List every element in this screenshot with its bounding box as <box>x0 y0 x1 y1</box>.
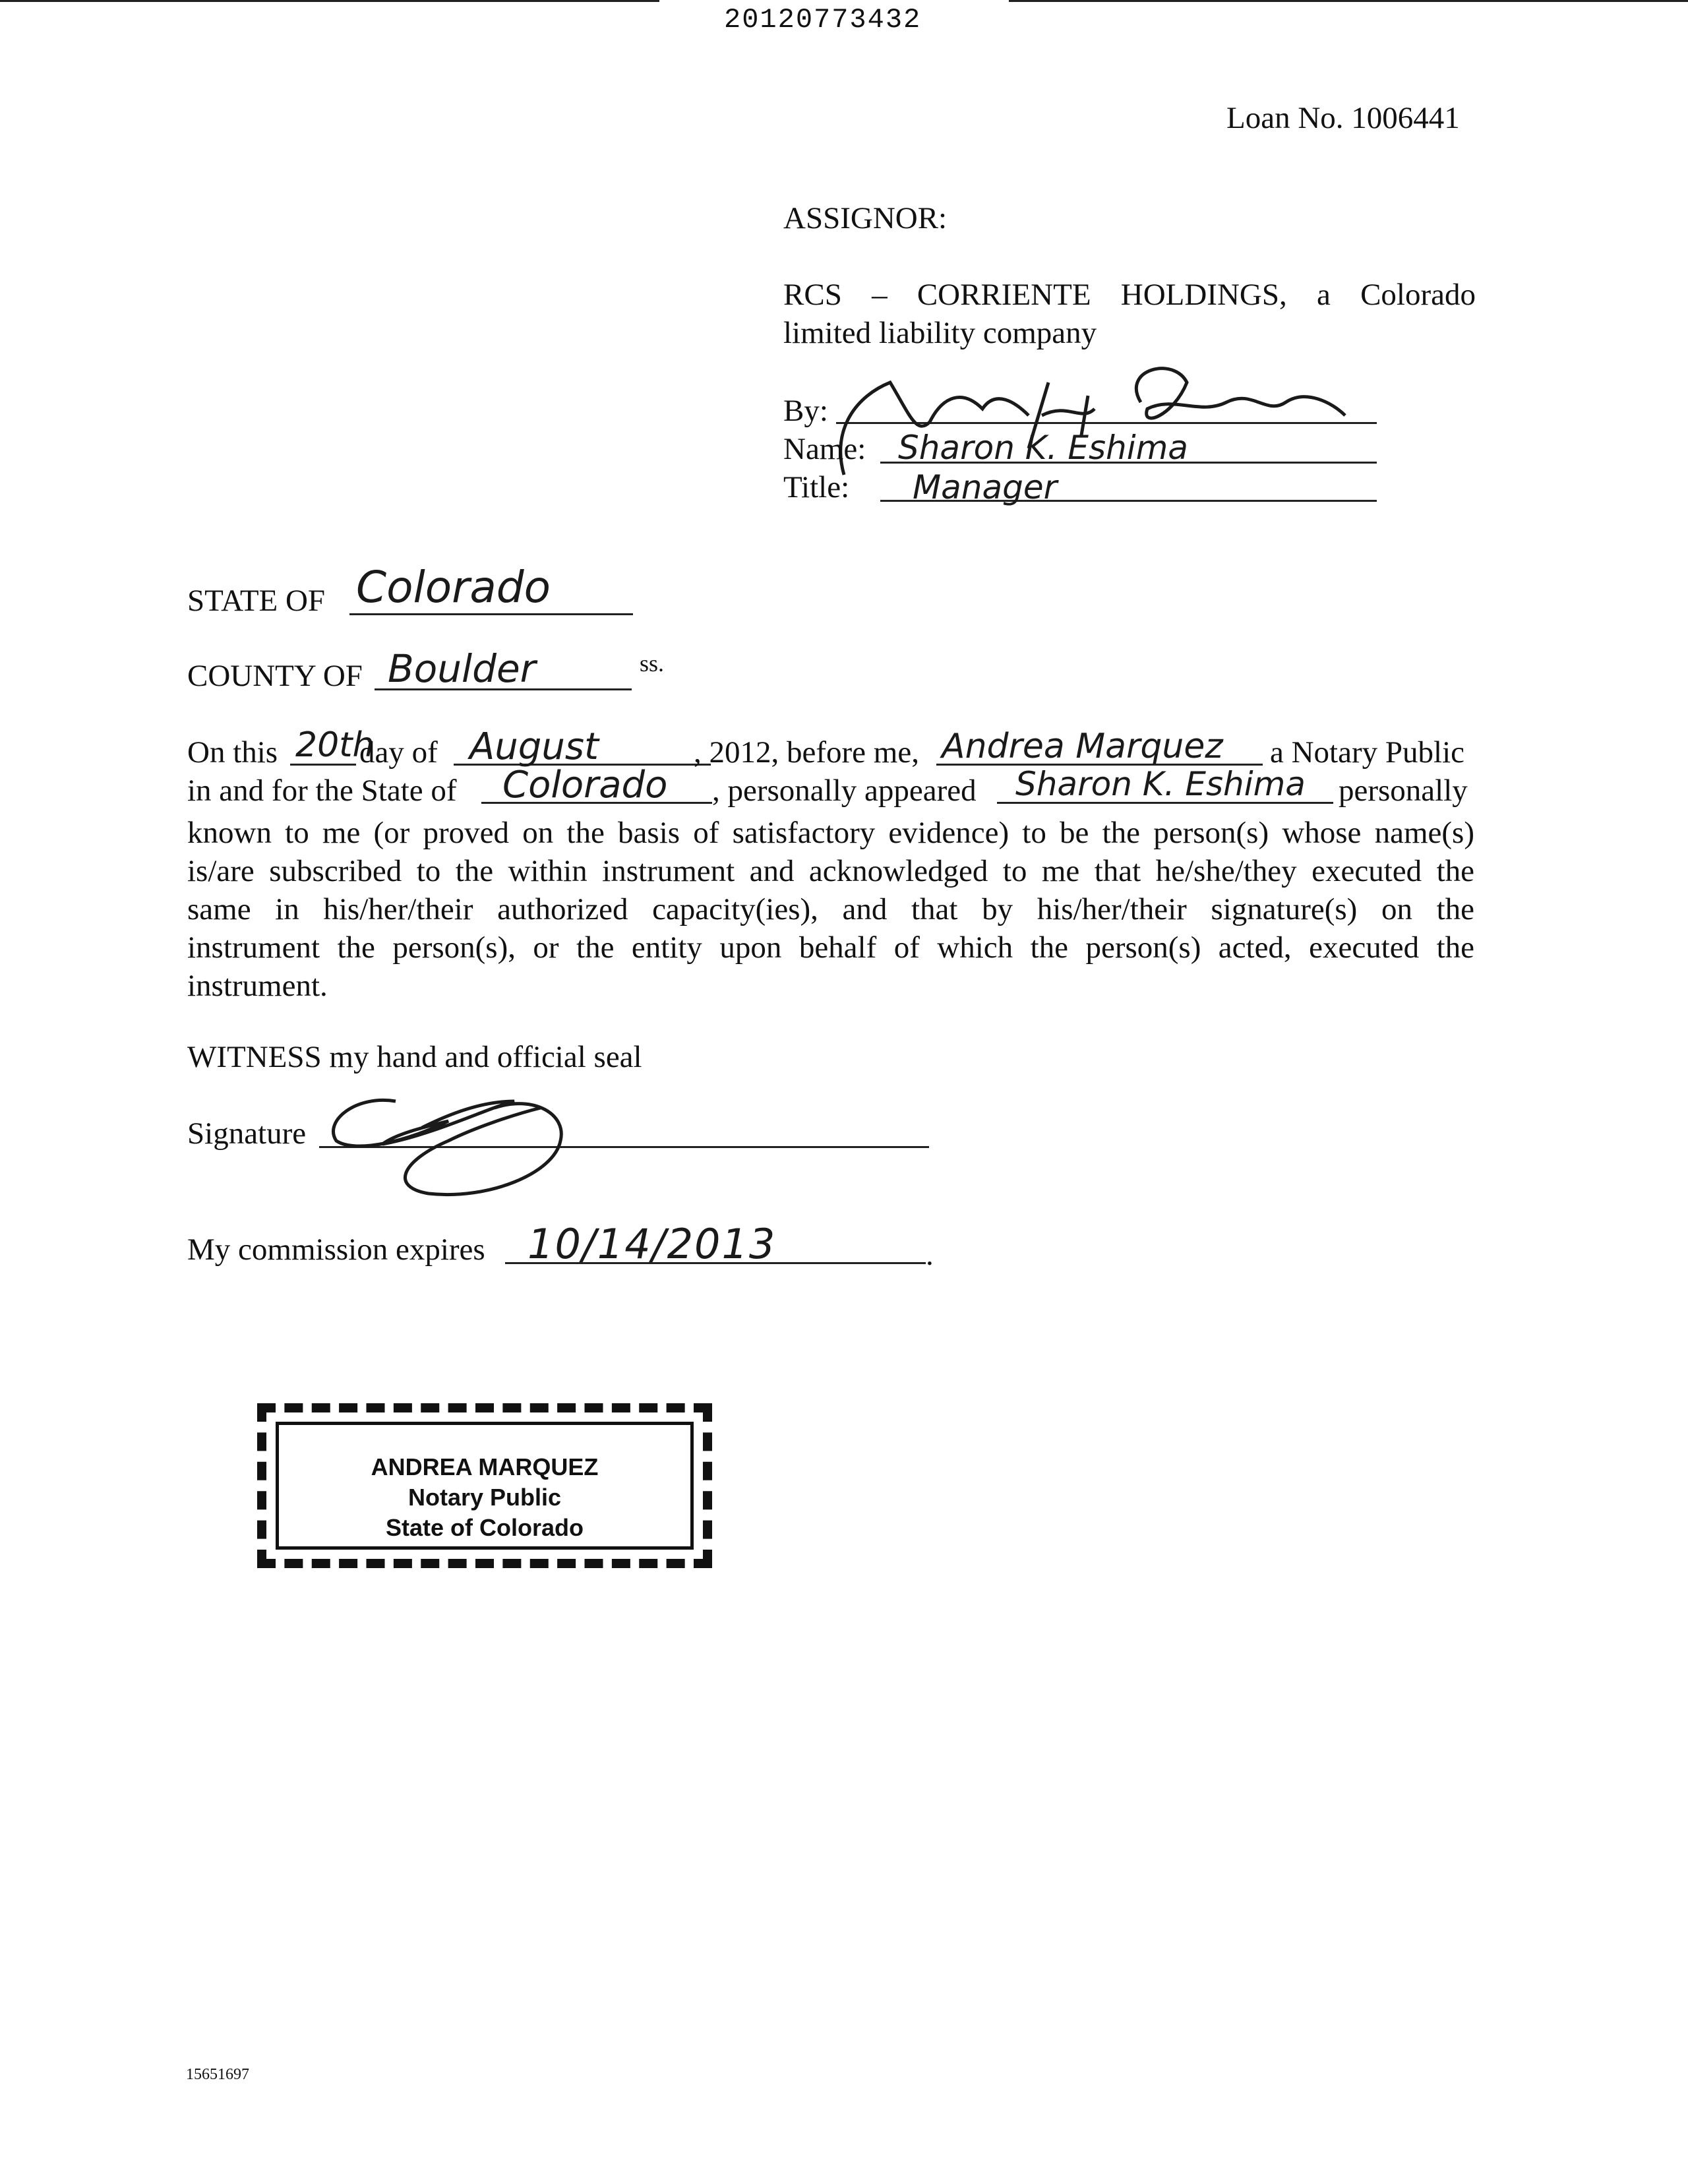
month-value: August <box>469 725 599 768</box>
ack-line4: is/are subscribed to the within instrument and acknowledged to me that he/she/they executed the <box>187 854 1474 888</box>
ack-line7: instrument. <box>187 969 328 1003</box>
signature-label: Signature <box>187 1116 307 1151</box>
notary-name-value: Andrea Marquez <box>942 727 1223 766</box>
top-rule-left <box>0 0 659 2</box>
state-of-underline <box>349 613 633 615</box>
stamp-title: Notary Public <box>407 1484 562 1511</box>
ack-line2-personally: personally <box>1339 774 1468 808</box>
ack-line6: instrument the person(s), or the entity upon behalf of which the person(s) acted, executed the <box>187 930 1474 965</box>
footer-doc-number: 15651697 <box>186 2066 249 2083</box>
stamp-name: ANDREA MARQUEZ <box>371 1453 599 1480</box>
commission-label: My commission expires <box>187 1232 485 1267</box>
county-of-value: Boulder <box>388 646 536 691</box>
name-label: Name: <box>783 432 866 466</box>
ack-line1-notary-public: a Notary Public <box>1270 735 1464 770</box>
ack-line1-on-this: On this <box>187 735 278 770</box>
ack-state-value: Colorado <box>502 764 668 806</box>
by-label: By: <box>783 394 828 428</box>
day-value: 20th <box>295 725 375 765</box>
name-value: Sharon K. Eshima <box>898 429 1188 467</box>
appeared-value: Sharon K. Eshima <box>1015 765 1306 803</box>
witness-line: WITNESS my hand and official seal <box>187 1040 642 1074</box>
top-rule-right <box>1009 0 1688 2</box>
ack-line2-state-of: in and for the State of <box>187 774 457 808</box>
title-value: Manager <box>913 468 1058 506</box>
commission-period: . <box>926 1238 934 1272</box>
notary-signature <box>316 1081 580 1200</box>
assignor-company-line2: limited liability company <box>783 316 1097 350</box>
loan-number: Loan No. 1006441 <box>1226 101 1460 135</box>
notary-stamp-text <box>266 1452 703 1543</box>
commission-value: 10/14/2013 <box>528 1220 777 1268</box>
assignor-company-line1: RCS – CORRIENTE HOLDINGS, a Colorado <box>783 278 1476 312</box>
ack-line1-year: , 2012, before me, <box>694 735 919 770</box>
state-of-value: Colorado <box>356 562 551 613</box>
assignor-heading: ASSIGNOR: <box>783 201 948 235</box>
title-label: Title: <box>783 470 850 504</box>
notary-stamp <box>257 1403 712 1568</box>
ss-label: ss. <box>640 650 665 677</box>
ack-line5: same in his/her/their authorized capacity(ies), and that by his/her/their signature(s) on the <box>187 892 1474 926</box>
ack-line1-day-of: day of <box>359 735 438 770</box>
stamp-state: State of Colorado <box>385 1514 584 1541</box>
ack-line2-appeared: , personally appeared <box>712 774 977 808</box>
county-of-label: COUNTY OF <box>187 659 363 693</box>
state-of-label: STATE OF <box>187 584 326 618</box>
ack-line3: known to me (or proved on the basis of satisfactory evidence) to be the person(s) whose name(s) <box>187 816 1474 850</box>
recording-number: 20120773432 <box>724 4 922 36</box>
